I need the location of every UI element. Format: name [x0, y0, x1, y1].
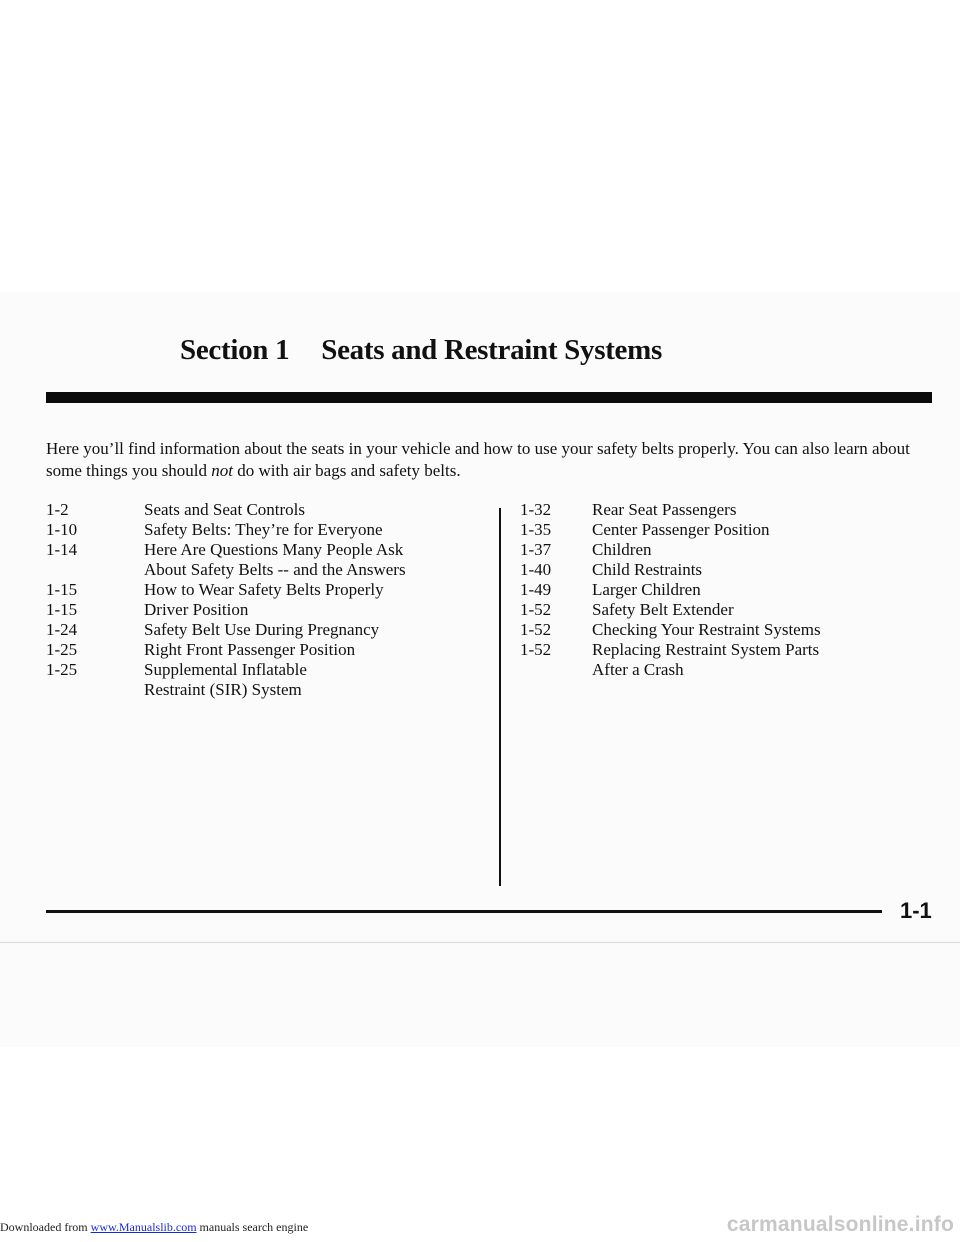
- toc-page-ref: 1-49: [520, 580, 552, 599]
- heading-bar: [46, 392, 932, 403]
- toc-entry: [520, 620, 920, 640]
- toc-entry-title: Supplemental Inflatable: [144, 660, 307, 679]
- toc-page-ref: 1-15: [46, 580, 78, 599]
- toc-page-ref: 1-52: [520, 620, 552, 639]
- section-heading: [180, 334, 662, 367]
- toc-page-ref: 1-25: [46, 640, 78, 659]
- toc-entry: [46, 540, 466, 560]
- toc-entry: [46, 680, 466, 700]
- toc-page-ref: 1-35: [520, 520, 552, 539]
- section-number: Section 1: [180, 334, 290, 366]
- toc-page-ref: [46, 680, 144, 700]
- toc-entry: [46, 580, 466, 600]
- toc-entry-title: Checking Your Restraint Systems: [592, 620, 821, 639]
- page-number: 1-1: [900, 898, 932, 923]
- toc-entry-title: Here Are Questions Many People Ask: [144, 540, 404, 559]
- toc-entry-title: Safety Belt Extender: [592, 600, 734, 619]
- toc-entry-title: Children: [592, 540, 652, 559]
- toc-page-ref: 1-10: [46, 520, 78, 539]
- toc-entry: [46, 500, 466, 520]
- column-divider: [499, 508, 501, 886]
- toc-page-ref: 1-14: [46, 540, 78, 559]
- watermark-logo: carmanualsonline.info: [726, 1213, 954, 1236]
- toc-page-ref: 1-24: [46, 620, 78, 639]
- toc-entry: [46, 560, 466, 580]
- toc-entry: [520, 520, 920, 540]
- toc-left-column: [46, 500, 466, 700]
- toc-entry-title: Child Restraints: [592, 560, 703, 579]
- toc-entry: [46, 640, 466, 660]
- toc-entry-title: Restraint (SIR) System: [144, 680, 302, 699]
- toc-entry: [520, 640, 920, 660]
- download-footer: [0, 1220, 308, 1235]
- toc-entry-title: About Safety Belts -- and the Answers: [144, 560, 406, 579]
- toc-entry: [46, 520, 466, 540]
- toc-entry-title: Seats and Seat Controls: [144, 500, 306, 519]
- toc-entry-title: After a Crash: [592, 660, 684, 679]
- toc-page-ref: 1-32: [520, 500, 552, 519]
- toc-page-ref: [520, 660, 592, 680]
- toc-entry-title: How to Wear Safety Belts Properly: [144, 580, 384, 599]
- toc-entry-title: Right Front Passenger Position: [144, 640, 356, 659]
- intro-text-before: Here you’ll find information about the seats in your vehicle and how to use your safety belts properly. You can also learn about some things you should: [46, 439, 910, 480]
- toc-page-ref: 1-52: [520, 640, 552, 659]
- toc-entry: [46, 620, 466, 640]
- toc-page-ref: 1-15: [46, 600, 78, 619]
- toc-page-ref: 1-2: [46, 500, 69, 519]
- manualslib-link[interactable]: www.Manualslib.com: [90, 1220, 197, 1234]
- toc-entry-title: Driver Position: [144, 600, 249, 619]
- intro-emphasis: not: [211, 461, 234, 480]
- toc-entry: [520, 540, 920, 560]
- toc-page-ref: 1-52: [520, 600, 552, 619]
- toc-entry: [520, 660, 920, 680]
- toc-entry-title: Center Passenger Position: [592, 520, 770, 539]
- page-edge-line: [0, 942, 960, 943]
- toc-entry-title: Safety Belt Use During Pregnancy: [144, 620, 380, 639]
- footer-suffix: manuals search engine: [196, 1220, 309, 1234]
- toc-entry: [520, 500, 920, 520]
- toc-entry: [46, 600, 466, 620]
- toc-entry-title: Safety Belts: They’re for Everyone: [144, 520, 383, 539]
- section-title: Seats and Restraint Systems: [321, 334, 662, 366]
- toc-entry: [520, 580, 920, 600]
- toc-entry-title: Replacing Restraint System Parts: [592, 640, 820, 659]
- toc-entry-title: Rear Seat Passengers: [592, 500, 737, 519]
- toc-page-ref: [46, 560, 144, 580]
- toc-entry: [520, 600, 920, 620]
- toc-right-column: [520, 500, 920, 680]
- manual-page: [0, 292, 960, 1047]
- toc-page-ref: 1-37: [520, 540, 552, 559]
- toc-page-ref: 1-40: [520, 560, 552, 579]
- bottom-rule: [46, 910, 882, 913]
- toc-entry-title: Larger Children: [592, 580, 701, 599]
- intro-paragraph: [46, 438, 926, 482]
- toc-page-ref: 1-25: [46, 660, 78, 679]
- toc-entry: [46, 660, 466, 680]
- intro-text-after: do with air bags and safety belts.: [233, 461, 461, 480]
- toc-entry: [520, 560, 920, 580]
- footer-prefix: Downloaded from: [0, 1220, 91, 1234]
